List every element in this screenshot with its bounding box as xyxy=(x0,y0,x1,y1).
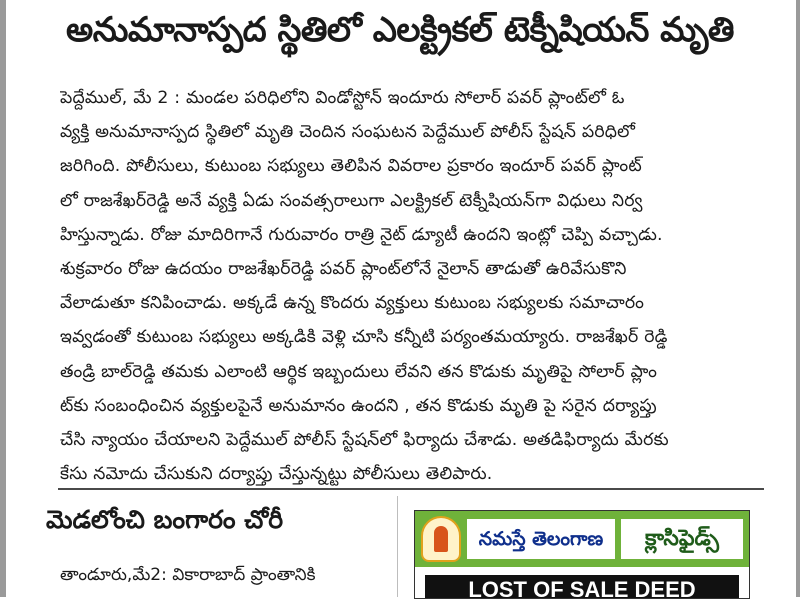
article-line: వేలాడుతూ కనిపించాడు. అక్కడే ఉన్న కొందరు వ్యక్తులు కుటుంబ సభ్యులకు సమాచారం xyxy=(60,293,645,314)
page-left-border xyxy=(0,0,6,597)
article-line: ట్‌కు సంబంధించిన వ్యక్తులపైనే అనుమానం ఉందని , తన కొడుకు మృతి పై సరైన దర్యాప్తు xyxy=(60,395,657,416)
article-line: ఇవ్వడంతో కుటుంబ సభ్యులు అక్కడికి వెళ్లి చూసి కన్నీటి పర్యంతమయ్యారు. రాజశేఖర్ రెడ్డి xyxy=(60,327,668,348)
article-body xyxy=(60,81,766,491)
ad-banner xyxy=(415,511,749,567)
classifieds-ad xyxy=(414,510,750,599)
article-line: శుక్రవారం రోజు ఉదయం రాజశేఖర్‌రెడ్డి పవర్ ప్లాంట్‌లోనే నైలాన్ తాడుతో ఉరివేసుకొని xyxy=(60,259,627,280)
column-divider xyxy=(397,496,398,597)
temple-emblem-icon xyxy=(421,516,461,562)
ad-brand-name: నమస్తే తెలంగాణ xyxy=(467,519,615,559)
article-line: చేసి న్యాయం చేయాలని పెద్దేముల్ పోలీస్ స్టేషన్‌లో ఫిర్యాదు చేశాడు. అతడిఫిర్యాదు మేరకు xyxy=(60,430,669,451)
article-line: కేసు నమోదు చేసుకుని దర్యాప్తు చేస్తున్నట్టు పోలీసులు తెలిపారు. xyxy=(60,464,493,485)
article-line: పెద్దేముల్, మే 2 : మండల పరిధిలోని విండోస్టోన్ ఇందూరు సోలార్ పవర్ ప్లాంట్‌లో ఓ xyxy=(60,88,625,108)
article-headline: అనుమానాస్పద స్థితిలో ఎలక్ట్రికల్ టెక్నీషియన్ మృతి xyxy=(66,10,734,50)
article-line: తండ్రి బాల్‌రెడ్డి తమకు ఎలాంటి ఆర్థిక ఇబ్బందులు లేవని తన కొడుకు మృతిపై సోలార్ ప్లాం xyxy=(60,361,658,382)
article-line: లో రాజశేఖర్‌రెడ్డి అనే వ్యక్తి ఏడు సంవత్సరాలుగా ఎలక్ట్రికల్ టెక్నీషియన్‌గా విధులు నిర్వ xyxy=(60,190,643,211)
ad-title: LOST OF SALE DEED xyxy=(425,575,739,599)
article-line: జరిగింది. పోలీసులు, కుటుంబ సభ్యులు తెలిపిన వివరాల ప్రకారం ఇందూర్ పవర్ ప్లాంట్ xyxy=(60,156,642,177)
section-divider xyxy=(58,488,764,490)
second-article-headline: మెడలోంచి బంగారం చోరీ xyxy=(46,505,284,534)
page-right-border xyxy=(796,0,800,597)
article-line: వ్యక్తి అనుమానాస్పద స్థితిలో మృతి చెందిన సంఘటన పెద్దేముల్ పోలీస్ స్టేషన్ పరిధిలో xyxy=(60,122,636,143)
article-line: హిస్తున్నాడు. రోజు మాదిరిగానే గురువారం రాత్రి నైట్ డ్యూటీ ఉందని ఇంట్లో చెప్పి వచ్చాడు. xyxy=(60,224,663,245)
ad-section-label: క్లాసిఫైడ్స్ xyxy=(621,519,743,559)
second-article-first-line: తాండూరు,మే2: వికారాబాద్ ప్రాంతానికి xyxy=(60,565,316,585)
